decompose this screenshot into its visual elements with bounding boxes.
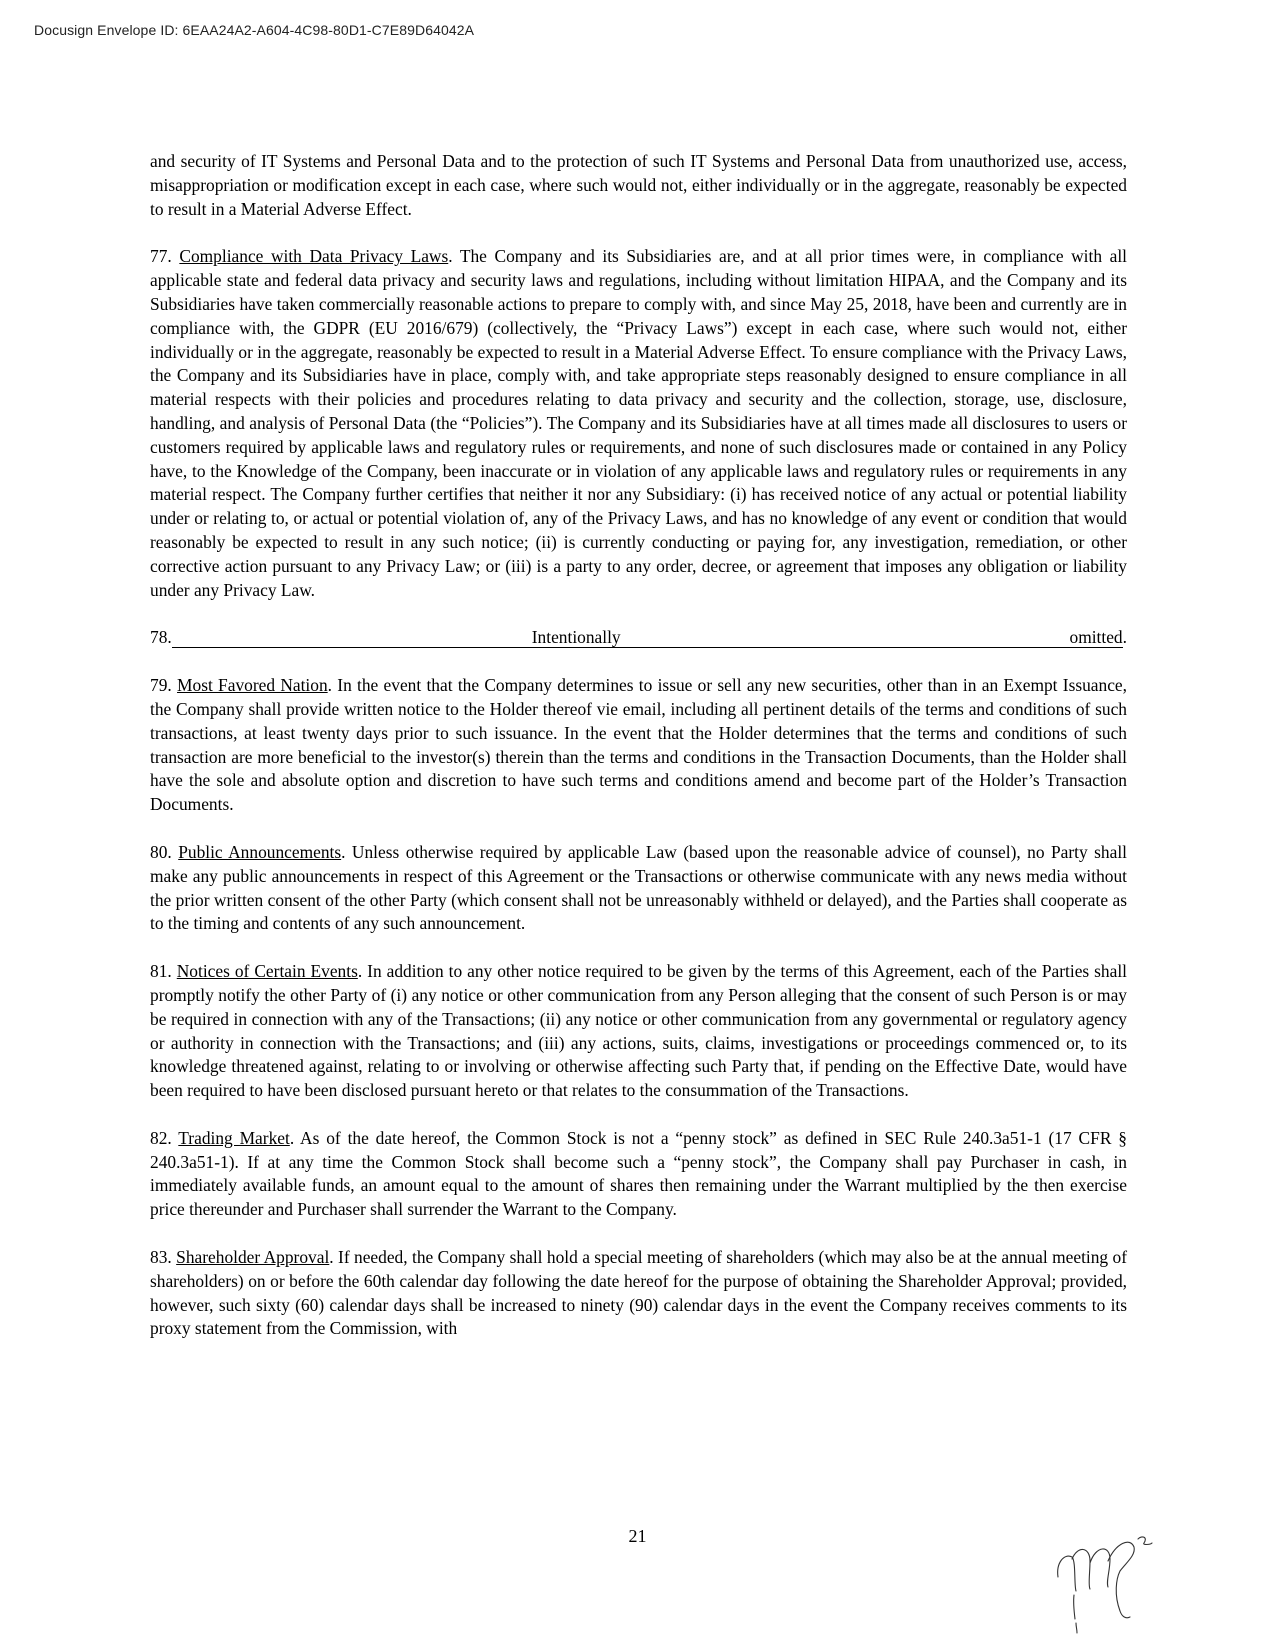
omitted-word: omitted [1069,627,1123,648]
paragraph-text: . If needed, the Company shall hold a special meeting of shareholders (which may also be at the annual meeting of shareholders) on or before the 60th calendar day following the date hereof for the purpose of obtaining the Shareholder Approval; provided, however, such sixty (60) calendar days shall be increased to ninety (90) calendar days in the event the Company receives comments to its proxy statement from the Commission, with [150,1247,1127,1339]
section-heading: Most Favored Nation [177,675,328,696]
paragraph-number: 80. [150,841,172,862]
omitted-underline [172,627,1123,648]
paragraph-text: . As of the date hereof, the Common Stock is not a “penny stock” as defined in SEC Rule 240.3a51-1 (17 CFR § 240.3a51-1). If at any time the Common Stock shall become such a “penny stock”, the Company shall pay Purchaser in cash, in immediately available funds, an amount equal to the amount of shares then remaining under the Warrant multiplied by the then exercise price thereunder and Purchaser shall surrender the Warrant to the Company. [150,1127,1127,1220]
paragraph-number: 82. [150,1127,172,1148]
paragraph-number: 83. [150,1247,172,1268]
paragraph-text: . Unless otherwise required by applicable Law (based upon the reasonable advice of counsel), no Party shall make any public announcements in respect of this Agreement or the Transactions or otherwise communicate with any news media without the prior written consent of the other Party (which consent shall not be unreasonably withheld or delayed), and the Parties shall cooperate as to the timing and contents of any such announcement. [150,841,1127,934]
paragraph-77 [150,245,1127,602]
docusign-envelope-id: Docusign Envelope ID: 6EAA24A2-A604-4C98-80D1-C7E89D64042A [34,22,475,38]
document-body [150,150,1127,1365]
paragraph-78 [150,626,1127,650]
section-heading: Compliance with Data Privacy Laws [179,246,449,267]
paragraph-76-continuation: and security of IT Systems and Personal Data and to the protection of such IT Systems and Personal Data from unauthorized use, access, misappropriation or modification except in each case, where such would not, either individually or in the aggregate, reasonably be expected to result in a Material Adverse Effect. [150,151,1127,219]
page-number: 21 [628,1526,647,1546]
paragraph-82 [150,1127,1127,1222]
paragraph-80 [150,841,1127,936]
section-heading: Shareholder Approval [176,1247,330,1268]
paragraph-number: 81. [150,961,172,982]
paragraph-text: . In addition to any other notice required to be given by the terms of this Agreement, each of the Parties shall promptly notify the other Party of (i) any notice or other communication from any Person alleging that the consent of such Person is or may be required in connection with any of the Transactions; (ii) any notice or other communication from any governmental or regulatory agency or authority in connection with the Transactions; and (iii) any actions, suits, claims, investigations or proceedings commenced or, to its knowledge threatened against, relating to or involving or otherwise affecting such Party that, if pending on the Effective Date, would have been required to have been disclosed pursuant hereto or that relates to the consummation of the Transactions. [150,961,1128,1101]
paragraph-number: 78. [150,627,172,648]
paragraph-number: 79. [150,675,172,696]
paragraph-79 [150,674,1127,817]
section-heading: Public Announcements [178,841,342,862]
paragraph-text: . In the event that the Company determines to issue or sell any new securities, other than in an Exempt Issuance, the Company shall provide written notice to the Holder thereof vie email, including all pertinent details of the terms and conditions of such transactions, at least twenty days prior to such issuance. In the event that the Holder determines that the terms and conditions of such transaction are more beneficial to the investor(s) therein than the terms and conditions in the Transaction Documents, than the Holder shall have the sole and absolute option and discretion to have such terms and conditions amend and become part of the Holder’s Transaction Documents. [150,675,1127,815]
handwritten-initials [1050,1515,1160,1635]
paragraph-number: 77. [150,246,172,267]
intentionally-word: Intentionally [531,627,621,648]
paragraph-83 [150,1246,1127,1341]
section-heading: Trading Market [178,1127,290,1148]
section-heading: Notices of Certain Events [176,961,358,982]
paragraph-81 [150,960,1127,1103]
paragraph-text: . The Company and its Subsidiaries are, and at all prior times were, in compliance with all applicable state and federal data privacy and security laws and regulations, including without limitation HIPAA, and the Company and its Subsidiaries have taken commercially reasonable actions to prepare to comply with, and since May 25, 2018, have been and currently are in compliance with, the GDPR (EU 2016/679) (collectively, the “Privacy Laws”) except in each case, where such would not, either individually or in the aggregate, reasonably be expected to result in a Material Adverse Effect. To ensure compliance with the Privacy Laws, the Company and its Subsidiaries have in place, comply with, and take appropriate steps reasonably designed to ensure compliance in all material respects with their policies and procedures relating to data privacy and security and the collection, storage, use, disclosure, handling, and analysis of Personal Data (the “Policies”). The Company and its Subsidiaries have at all times made all disclosures to users or customers required by applicable laws and regulatory rules or requirements, and none of such disclosures made or contained in any Policy have, to the Knowledge of the Company, been inaccurate or in violation of any applicable laws and regulatory rules or requirements in any material respect. The Company further certifies that neither it nor any Subsidiary: (i) has received notice of any actual or potential liability under or relating to, or actual or potential violation of, any of the Privacy Laws, and has no knowledge of any event or condition that would reasonably be expected to result in any such notice; (ii) is currently conducting or paying for, any investigation, remediation, or other corrective action pursuant to any Privacy Law; or (iii) is a party to any order, decree, or agreement that imposes any obligation or liability under any Privacy Law. [150,246,1128,600]
period: . [1122,627,1127,648]
